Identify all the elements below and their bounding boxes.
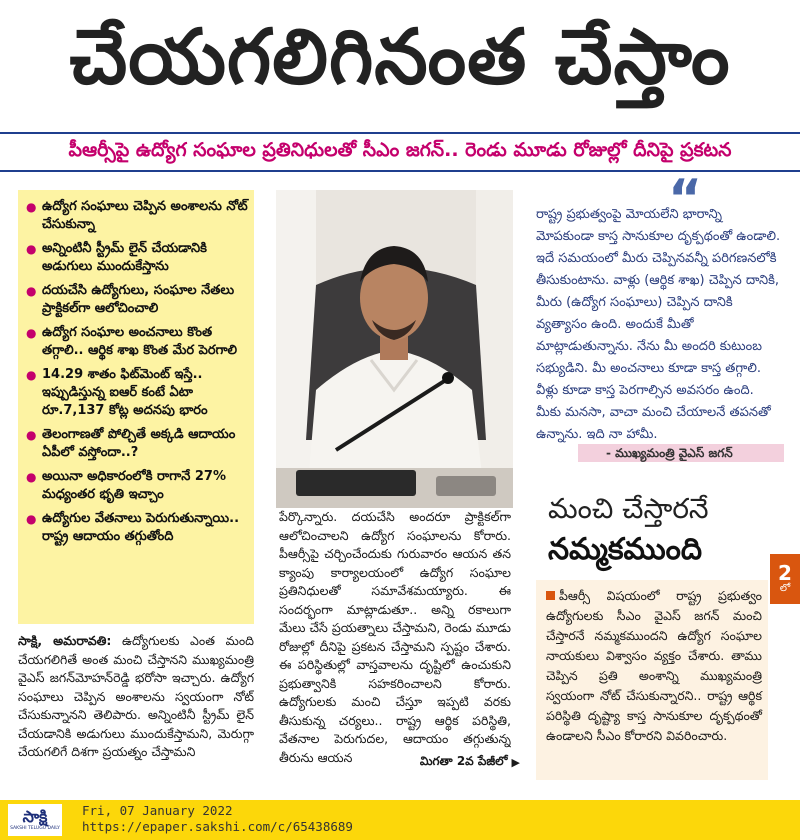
logo-mark: సాక్షి [22,807,48,826]
portrait-illustration [276,190,513,508]
story2-body [536,580,768,780]
bullet-point [26,468,248,504]
bullet-dot-icon: ● [26,284,37,298]
bullet-point [26,198,248,234]
bullet-point [26,240,248,276]
bullet-point [26,282,248,318]
article-column-left [18,632,254,780]
story2-title-line2: నమ్మకముంది [548,532,703,567]
epaper-url[interactable]: https://epaper.sakshi.com/c/65438689 [82,819,353,834]
play-arrow-icon: ▶ [511,755,520,769]
bullet-text: ఉద్యోగుల వేతనాలు పెరుగుతున్నాయి.. రాష్ట్ర ఆదాయం తగ్గుతోంది [42,511,240,544]
quote-attribution: - ముఖ్యమంత్రి వైఎస్ జగన్ [578,444,784,462]
bullet-text: అన్నింటినీ స్ట్రీమ్ లైన్ చేయడానికి అడుగులు ముందుకేస్తాను [42,241,207,274]
bullet-dot-icon: ● [26,200,37,214]
cm-photo [276,190,513,508]
continued-on-page[interactable] [372,752,520,772]
bullet-dot-icon: ● [26,242,37,256]
edition-date: Fri, 07 January 2022 [82,803,233,818]
article-text-left: ఉద్యోగులకు ఎంత మంది చేయగలిగితే అంత మంచి చేస్తానని ముఖ్యమంత్రి వైఎస్ జగన్‌మోహన్‌రెడ్డి భరోసా ఇచ్చారు. ఉద్యోగ సంఘాలు చెప్పిన అంశాలను స్వయంగా నోట్ చేసుకున్నానని తెలిపారు. అన్నింటినీ స్ట్రీమ్ లైన్ చేయడానికి అడుగులు ముందుకేస్తామని, మెరుగ్గా చేయగలిగే దిశగా ప్రయత్నం చేస్తామని [18,633,254,759]
story2-title-line1: మంచి చేస్తారనే [548,492,709,525]
square-bullet-icon [546,591,555,600]
bullet-text: ఉద్యోగ సంఘాల అంచనాలు కొంత తగ్గాలి.. ఆర్థిక శాఖ కొంత మేర పెరగాలి [42,325,238,358]
bullet-dot-icon: ● [26,428,37,442]
bullet-point [26,324,248,360]
page-badge [770,554,800,604]
footer-bar [0,800,800,840]
quote-box [528,169,800,472]
bullet-text: తెలంగాణతో పోల్చితే అక్కడి ఆదాయం ఏపీలో వస్తోందా..? [42,427,236,460]
story2-text: పీఆర్సీ విషయంలో రాష్ట్ర ప్రభుత్వం ఉద్యోగులకు సీఎం వైఎస్ జగన్ మంచి చేస్తారనే నమ్మకముందని ఉద్యోగ సంఘాల నాయకులు విశ్వాసం వ్యక్తం చేశారు. తాము చెప్పిన ప్రతి అంశాన్ని ముఖ్యమంత్రి స్వయంగా నోట్ చేసుకున్నారని.. రాష్ట్ర ఆర్థిక పరిస్థితి దృష్ట్యా కాస్త సానుకూల దృక్పథంతో ఉండాలని సీఎం కోరారని వివరించారు. [546,588,762,743]
bullet-dot-icon: ● [26,326,37,340]
bullet-point [26,510,248,546]
quote-text: రాష్ట్ర ప్రభుత్వంపై మోయలేని భారాన్ని మోపకుండా కాస్త సానుకూల దృక్పథంతో ఉండాలి. ఇదే సమయంలో మీరు చెప్పినవన్నీ పరిగణనలోకి తీసుకుంటాను. వాళ్లు (ఆర్థిక శాఖ) చెప్పిన దానికి, మీరు (ఉద్యోగ సంఘాలు) చెప్పిన దానికి వ్యత్యాసం ఉంది. అందుకే మీతో మాట్లాడుతున్నాను. నేను మీ అందరి కుటుంబ సభ్యుడిని. మీ అంచనాలు కూడా కాస్త తగ్గాలి. వీళ్లు కూడా కాస్త పెరగాల్సిన అవసరం ఉంది. మీకు మనసా, వాచా మంచి చేయాలనే తపనతో ఉన్నాను. ఇది నా హామీ. [536,207,781,442]
logo-subtitle: SAKSHI TELUGU DAILY [10,826,60,831]
page-badge-label: లో [779,583,791,594]
page-badge-number: 2 [778,561,792,585]
subheadline: పీఆర్సీపై ఉద్యోగ సంఘాల ప్రతినిధులతో సీఎం జగన్.. రెండు మూడు రోజుల్లో దీనిపై ప్రకటన [0,132,800,172]
article-column-middle [279,508,511,772]
continued-label: మిగతా 2వ పేజీలో [419,753,508,768]
key-points-box [18,190,254,624]
bullet-text: దయచేసి ఉద్యోగులు, సంఘాల నేతలు ప్రాక్టికల్‌గా ఆలోచించాలి [42,283,235,316]
bullet-point [26,366,248,420]
bullet-dot-icon: ● [26,368,37,382]
article-text-middle: పేర్కొన్నారు. దయచేసి అందరూ ప్రాక్టికల్‌గా ఆలోచించాలని ఉద్యోగ సంఘాలను కోరారు. పీఆర్సీపై చర్చించేందుకు గురువారం ఆయన తన క్యాంపు కార్యాలయంలో ఉద్యోగ సంఘాల ప్రతినిధులతో సమావేశమయ్యారు. ఈ సందర్భంగా మాట్లాడుతూ.. అన్ని రకాలుగా మేలు చేసే ప్రయత్నాలు చేస్తామని, రెండు మూడు రోజుల్లో దీనిపై ప్రకటన చేస్తామని స్పష్టం చేశారు. ఈ పరిస్థితుల్లో వాస్తవాలను దృష్టిలో ఉంచుకుని ప్రభుత్వానికి సహకరించాలని కోరారు. ఉద్యోగులకు మంచి చేస్తూ ఇప్పటి వరకు తీసుకున్న చర్యలు.. రాష్ట్ర ఆర్థిక పరిస్థితి, వేతనాల పెరుగుదల, ఆదాయం తగ్గుతున్న తీరును ఆయన [279,509,511,765]
bullet-dot-icon: ● [26,470,37,484]
bullet-text: ఉద్యోగ సంఘాలు చెప్పిన అంశాలను నోట్ చేసుకున్నా [42,199,248,232]
headline: చేయగలిగినంత చేస్తాం [69,12,731,101]
secondary-story [536,480,800,776]
bullet-point [26,426,248,462]
bullet-text: 14.29 శాతం ఫిట్‌మెంట్ ఇస్తే.. ఇప్పుడిస్తున్న ఐఆర్ కంటే ఏటా రూ.7,137 కోట్ల అదనపు భారం [42,367,208,418]
bullet-dot-icon: ● [26,512,37,526]
sakshi-logo[interactable] [8,804,62,836]
quote-mark-icon: “ [668,169,703,229]
footer-info [82,803,353,835]
bullet-text: అయినా అధికారంలోకి రాగానే 27% మధ్యంతర భృతి ఇచ్చాం [42,469,226,502]
dateline: సాక్షి, అమరావతి: [18,633,112,648]
